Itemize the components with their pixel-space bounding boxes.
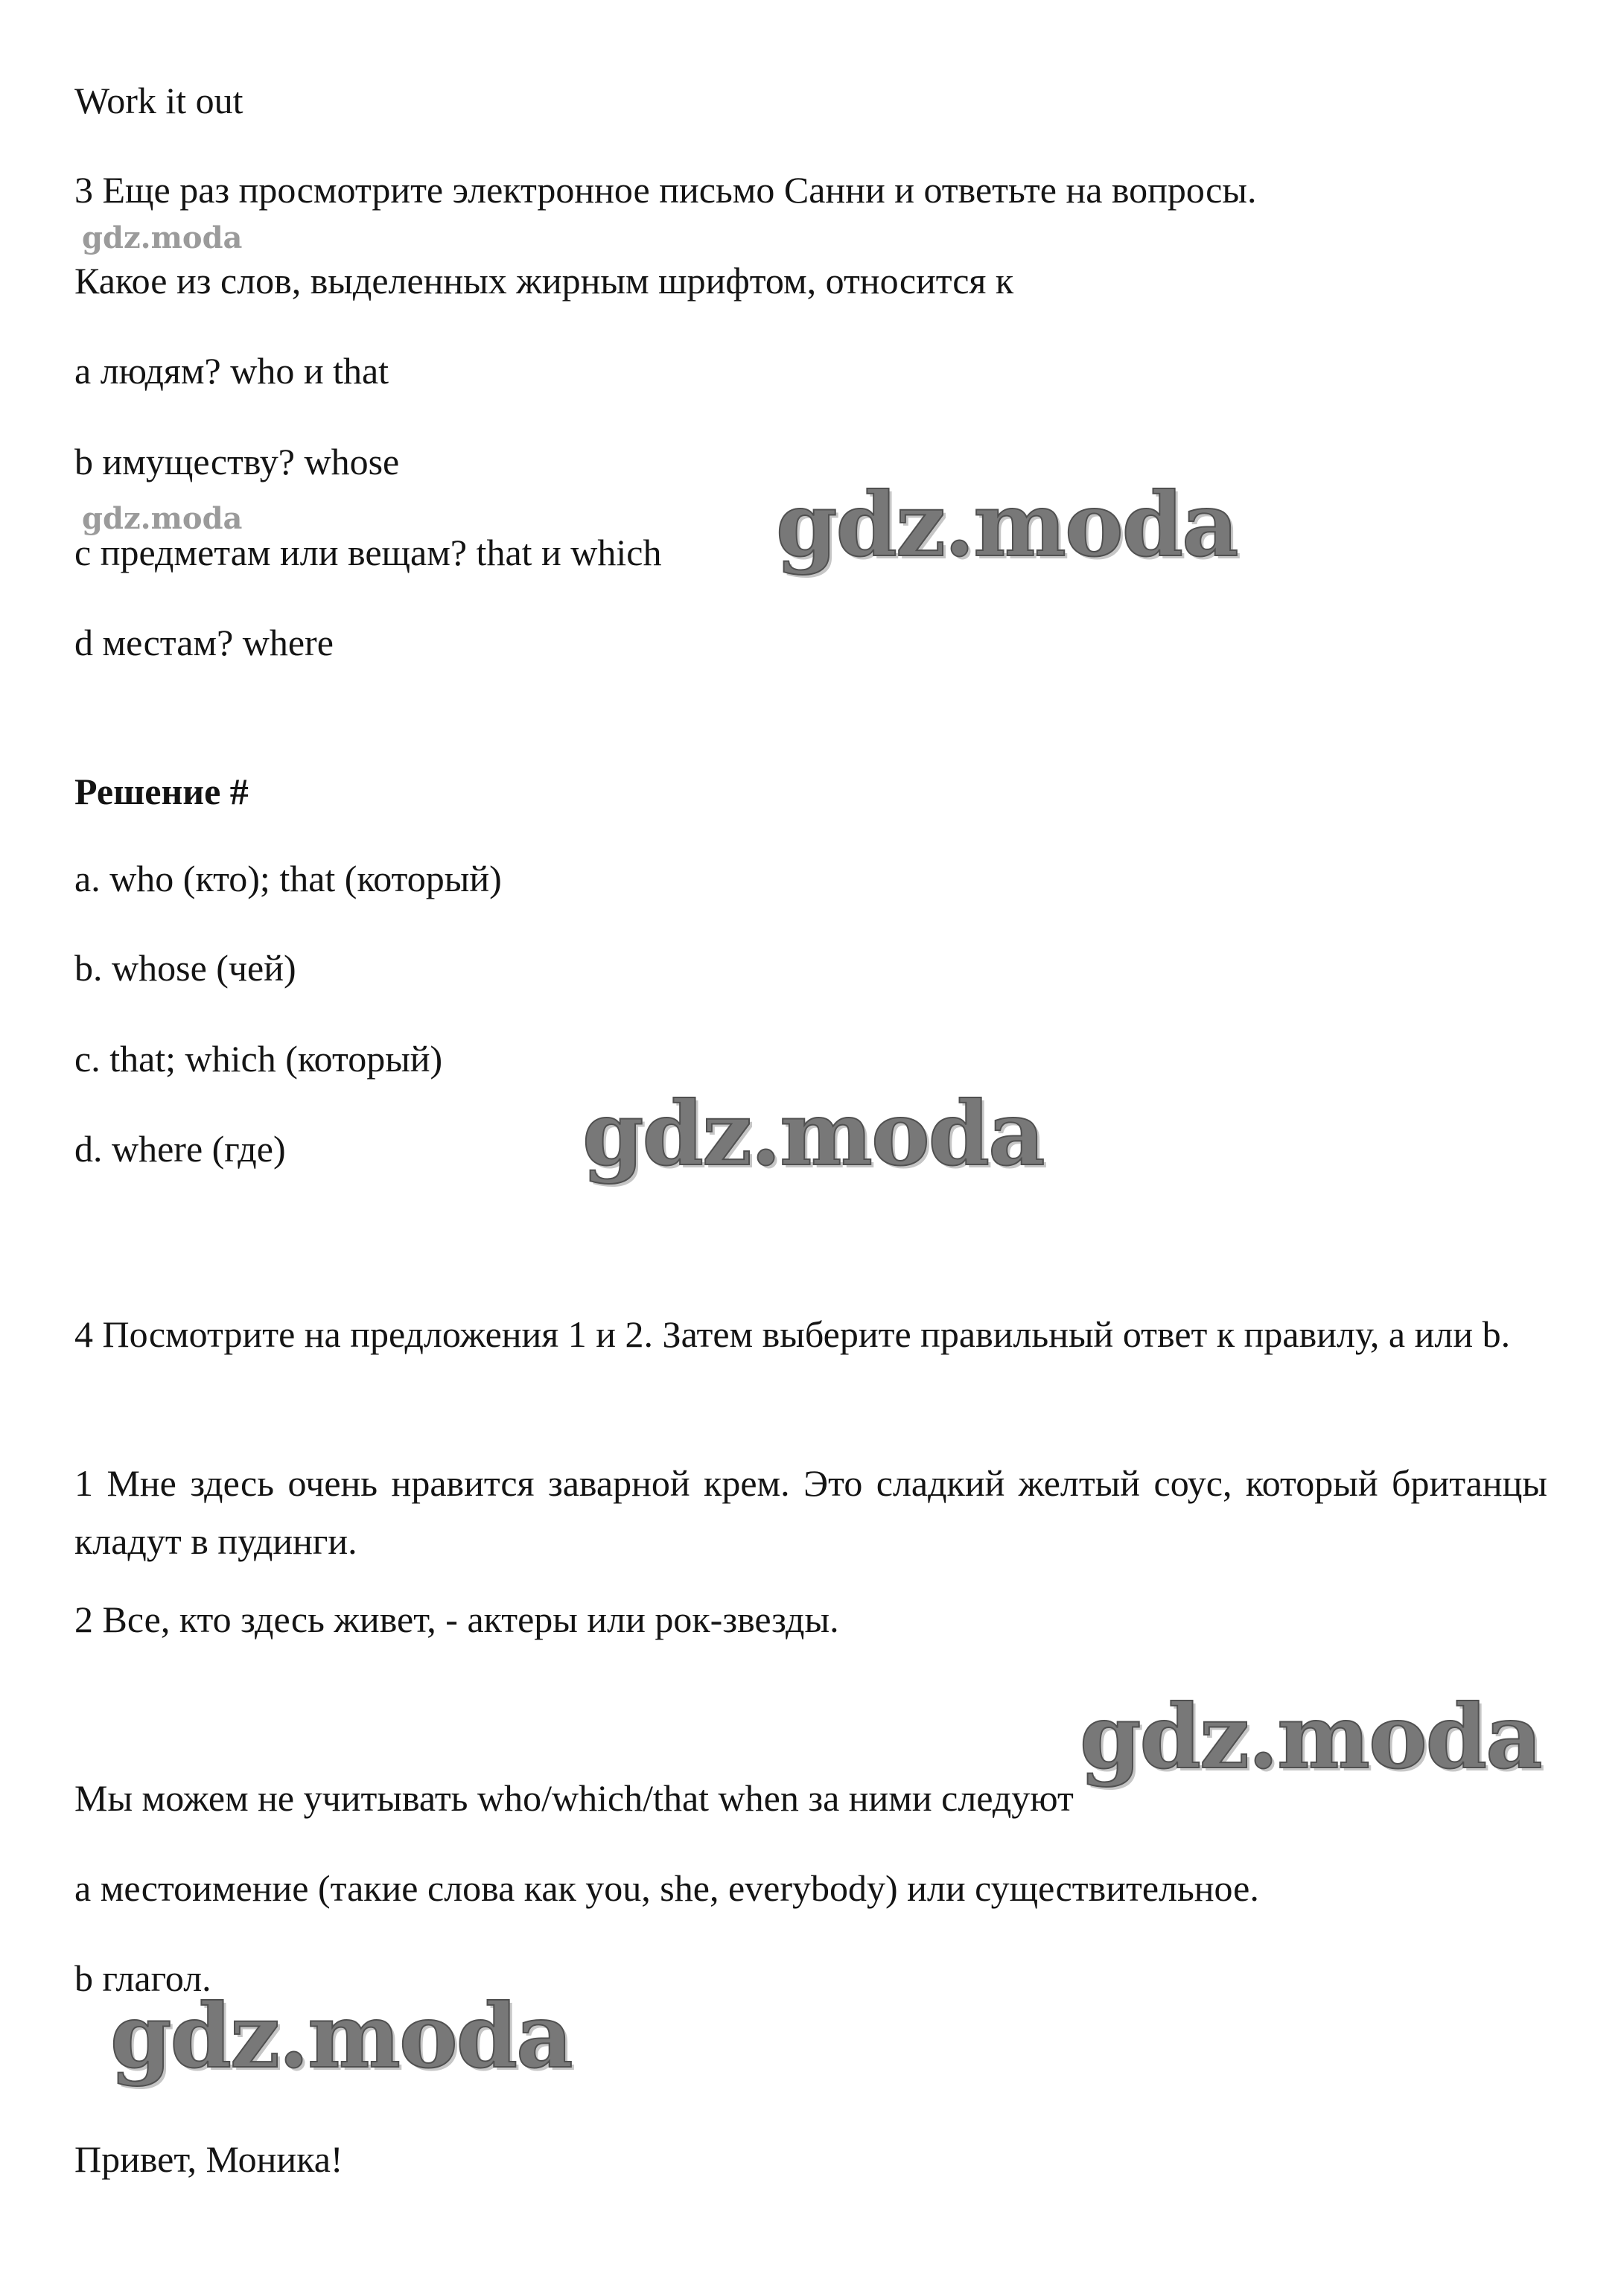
exercise4-rule: Мы можем не учитывать who/which/that when за ними следуют: [74, 1777, 1074, 1819]
watermark-large: gdz.moda: [1080, 1685, 1541, 1788]
solution-item-b: b. whose (чей): [74, 947, 296, 989]
solution-item-d: d. where (где): [74, 1128, 286, 1170]
exercise3-item-d: d местам? where: [74, 622, 334, 663]
exercise4-option-a: a местоимение (такие слова как you, she, everybody) или существительное.: [74, 1867, 1259, 1909]
exercise4-option-b: b глагол.: [74, 1957, 211, 1999]
watermark-large: gdz.moda: [776, 473, 1238, 576]
exercise4-prompt: 4 Посмотрите на предложения 1 и 2. Затем выберите правильный ответ к правилу, a или b.: [74, 1313, 1511, 1355]
exercise3-item-a: a людям? who и that: [74, 350, 389, 392]
exercise4-sentence-1: 1 Мне здесь очень нравится заварной крем. Это сладкий желтый соус, который британцы кладут в пудинги.: [74, 1462, 1547, 1562]
solution-item-c: c. that; which (который): [74, 1038, 443, 1080]
solution-item-a: a. who (кто); that (который): [74, 858, 502, 899]
exercise3-item-c: c предметам или вещам? that и which: [74, 532, 662, 573]
solution-heading: Решение #: [74, 771, 249, 812]
watermark-large: gdz.moda: [110, 1984, 572, 2088]
greeting: Привет, Моника!: [74, 2138, 343, 2180]
exercise4-sentence-2: 2 Все, кто здесь живет, - актеры или рок-звезды.: [74, 1599, 839, 1640]
exercise3-prompt: 3 Еще раз просмотрите электронное письмо Санни и ответьте на вопросы.: [74, 169, 1257, 211]
watermark-small: gdz.moda: [82, 501, 243, 536]
exercise3-item-b: b имуществу? whose: [74, 441, 400, 482]
section-title: Work it out: [74, 80, 243, 121]
watermark-large: gdz.moda: [582, 1082, 1044, 1185]
exercise3-question: Какое из слов, выделенных жирным шрифтом, относится к: [74, 260, 1014, 302]
watermark-small: gdz.moda: [82, 220, 243, 255]
